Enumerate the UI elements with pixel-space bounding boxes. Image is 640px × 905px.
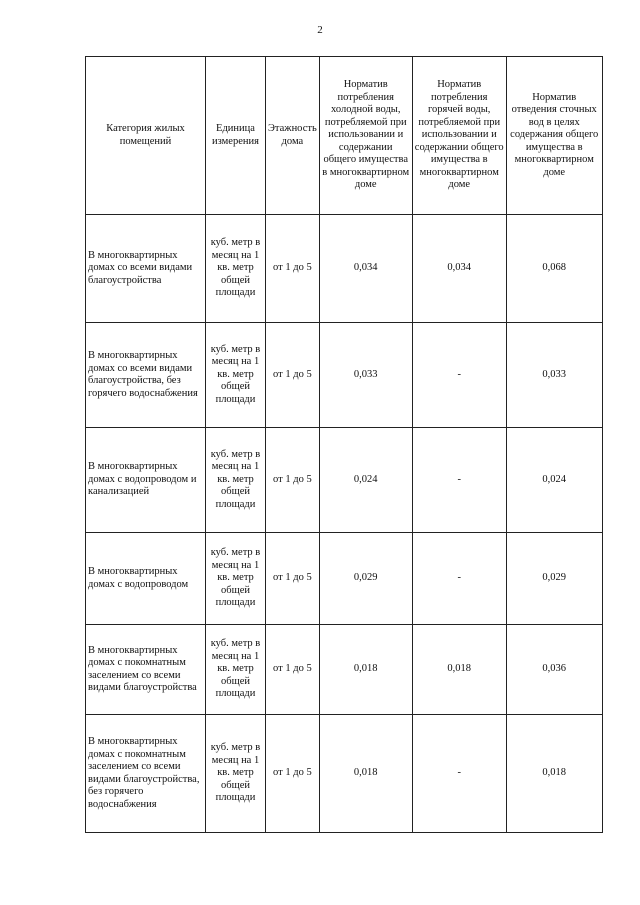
row-unit: куб. метр в месяц на 1 кв. метр общей площади (206, 428, 266, 533)
row-unit: куб. метр в месяц на 1 кв. метр общей площади (206, 323, 266, 428)
row-category: В многоквартирных домах с водопроводом и канализацией (86, 428, 206, 533)
header-category: Категория жилых помещений (86, 57, 206, 215)
row-unit: куб. метр в месяц на 1 кв. метр общей площади (206, 533, 266, 625)
row-category: В многоквартирных домах с покомнатным заселением со всеми видами благоустройства, без горячего водоснабжения (86, 715, 206, 833)
table-row (86, 428, 603, 533)
row-cold-water: 0,029 (319, 533, 412, 625)
table-row (86, 533, 603, 625)
row-hot-water: - (412, 715, 506, 833)
header-cold-water: Норматив потребления холодной воды, потребляемой при использовании и содержании общего имущества в многоквартирном доме (319, 57, 412, 215)
row-hot-water: 0,034 (412, 215, 506, 323)
row-cold-water: 0,018 (319, 715, 412, 833)
table-row (86, 625, 603, 715)
row-floors: от 1 до 5 (266, 715, 320, 833)
row-unit: куб. метр в месяц на 1 кв. метр общей площади (206, 625, 266, 715)
row-floors: от 1 до 5 (266, 323, 320, 428)
row-category: В многоквартирных домах со всеми видами благоустройства, без горячего водоснабжения (86, 323, 206, 428)
norms-table (85, 56, 603, 833)
header-unit: Единица измерения (206, 57, 266, 215)
table-row (86, 715, 603, 833)
row-floors: от 1 до 5 (266, 215, 320, 323)
row-category: В многоквартирных домах с водопроводом (86, 533, 206, 625)
row-cold-water: 0,034 (319, 215, 412, 323)
row-unit: куб. метр в месяц на 1 кв. метр общей площади (206, 215, 266, 323)
row-hot-water: - (412, 323, 506, 428)
table-row (86, 323, 603, 428)
row-floors: от 1 до 5 (266, 625, 320, 715)
header-wastewater: Норматив отведения сточных вод в целях содержания общего имущества в многоквартирном доме (506, 57, 602, 215)
header-row (86, 57, 603, 215)
row-wastewater: 0,068 (506, 215, 602, 323)
row-wastewater: 0,024 (506, 428, 602, 533)
row-hot-water: - (412, 428, 506, 533)
row-category: В многоквартирных домах со всеми видами благоустройства (86, 215, 206, 323)
row-cold-water: 0,018 (319, 625, 412, 715)
row-category: В многоквартирных домах с покомнатным заселением со всеми видами благоустройства (86, 625, 206, 715)
page-number: 2 (317, 24, 323, 36)
row-cold-water: 0,024 (319, 428, 412, 533)
row-floors: от 1 до 5 (266, 428, 320, 533)
row-wastewater: 0,018 (506, 715, 602, 833)
row-floors: от 1 до 5 (266, 533, 320, 625)
row-hot-water: - (412, 533, 506, 625)
row-wastewater: 0,036 (506, 625, 602, 715)
row-cold-water: 0,033 (319, 323, 412, 428)
table-row (86, 215, 603, 323)
row-wastewater: 0,033 (506, 323, 602, 428)
row-unit: куб. метр в месяц на 1 кв. метр общей площади (206, 715, 266, 833)
row-hot-water: 0,018 (412, 625, 506, 715)
row-wastewater: 0,029 (506, 533, 602, 625)
header-floors: Этажность дома (266, 57, 320, 215)
header-hot-water: Норматив потребления горячей воды, потребляемой при использовании и содержании общего имущества в многоквартирном доме (412, 57, 506, 215)
